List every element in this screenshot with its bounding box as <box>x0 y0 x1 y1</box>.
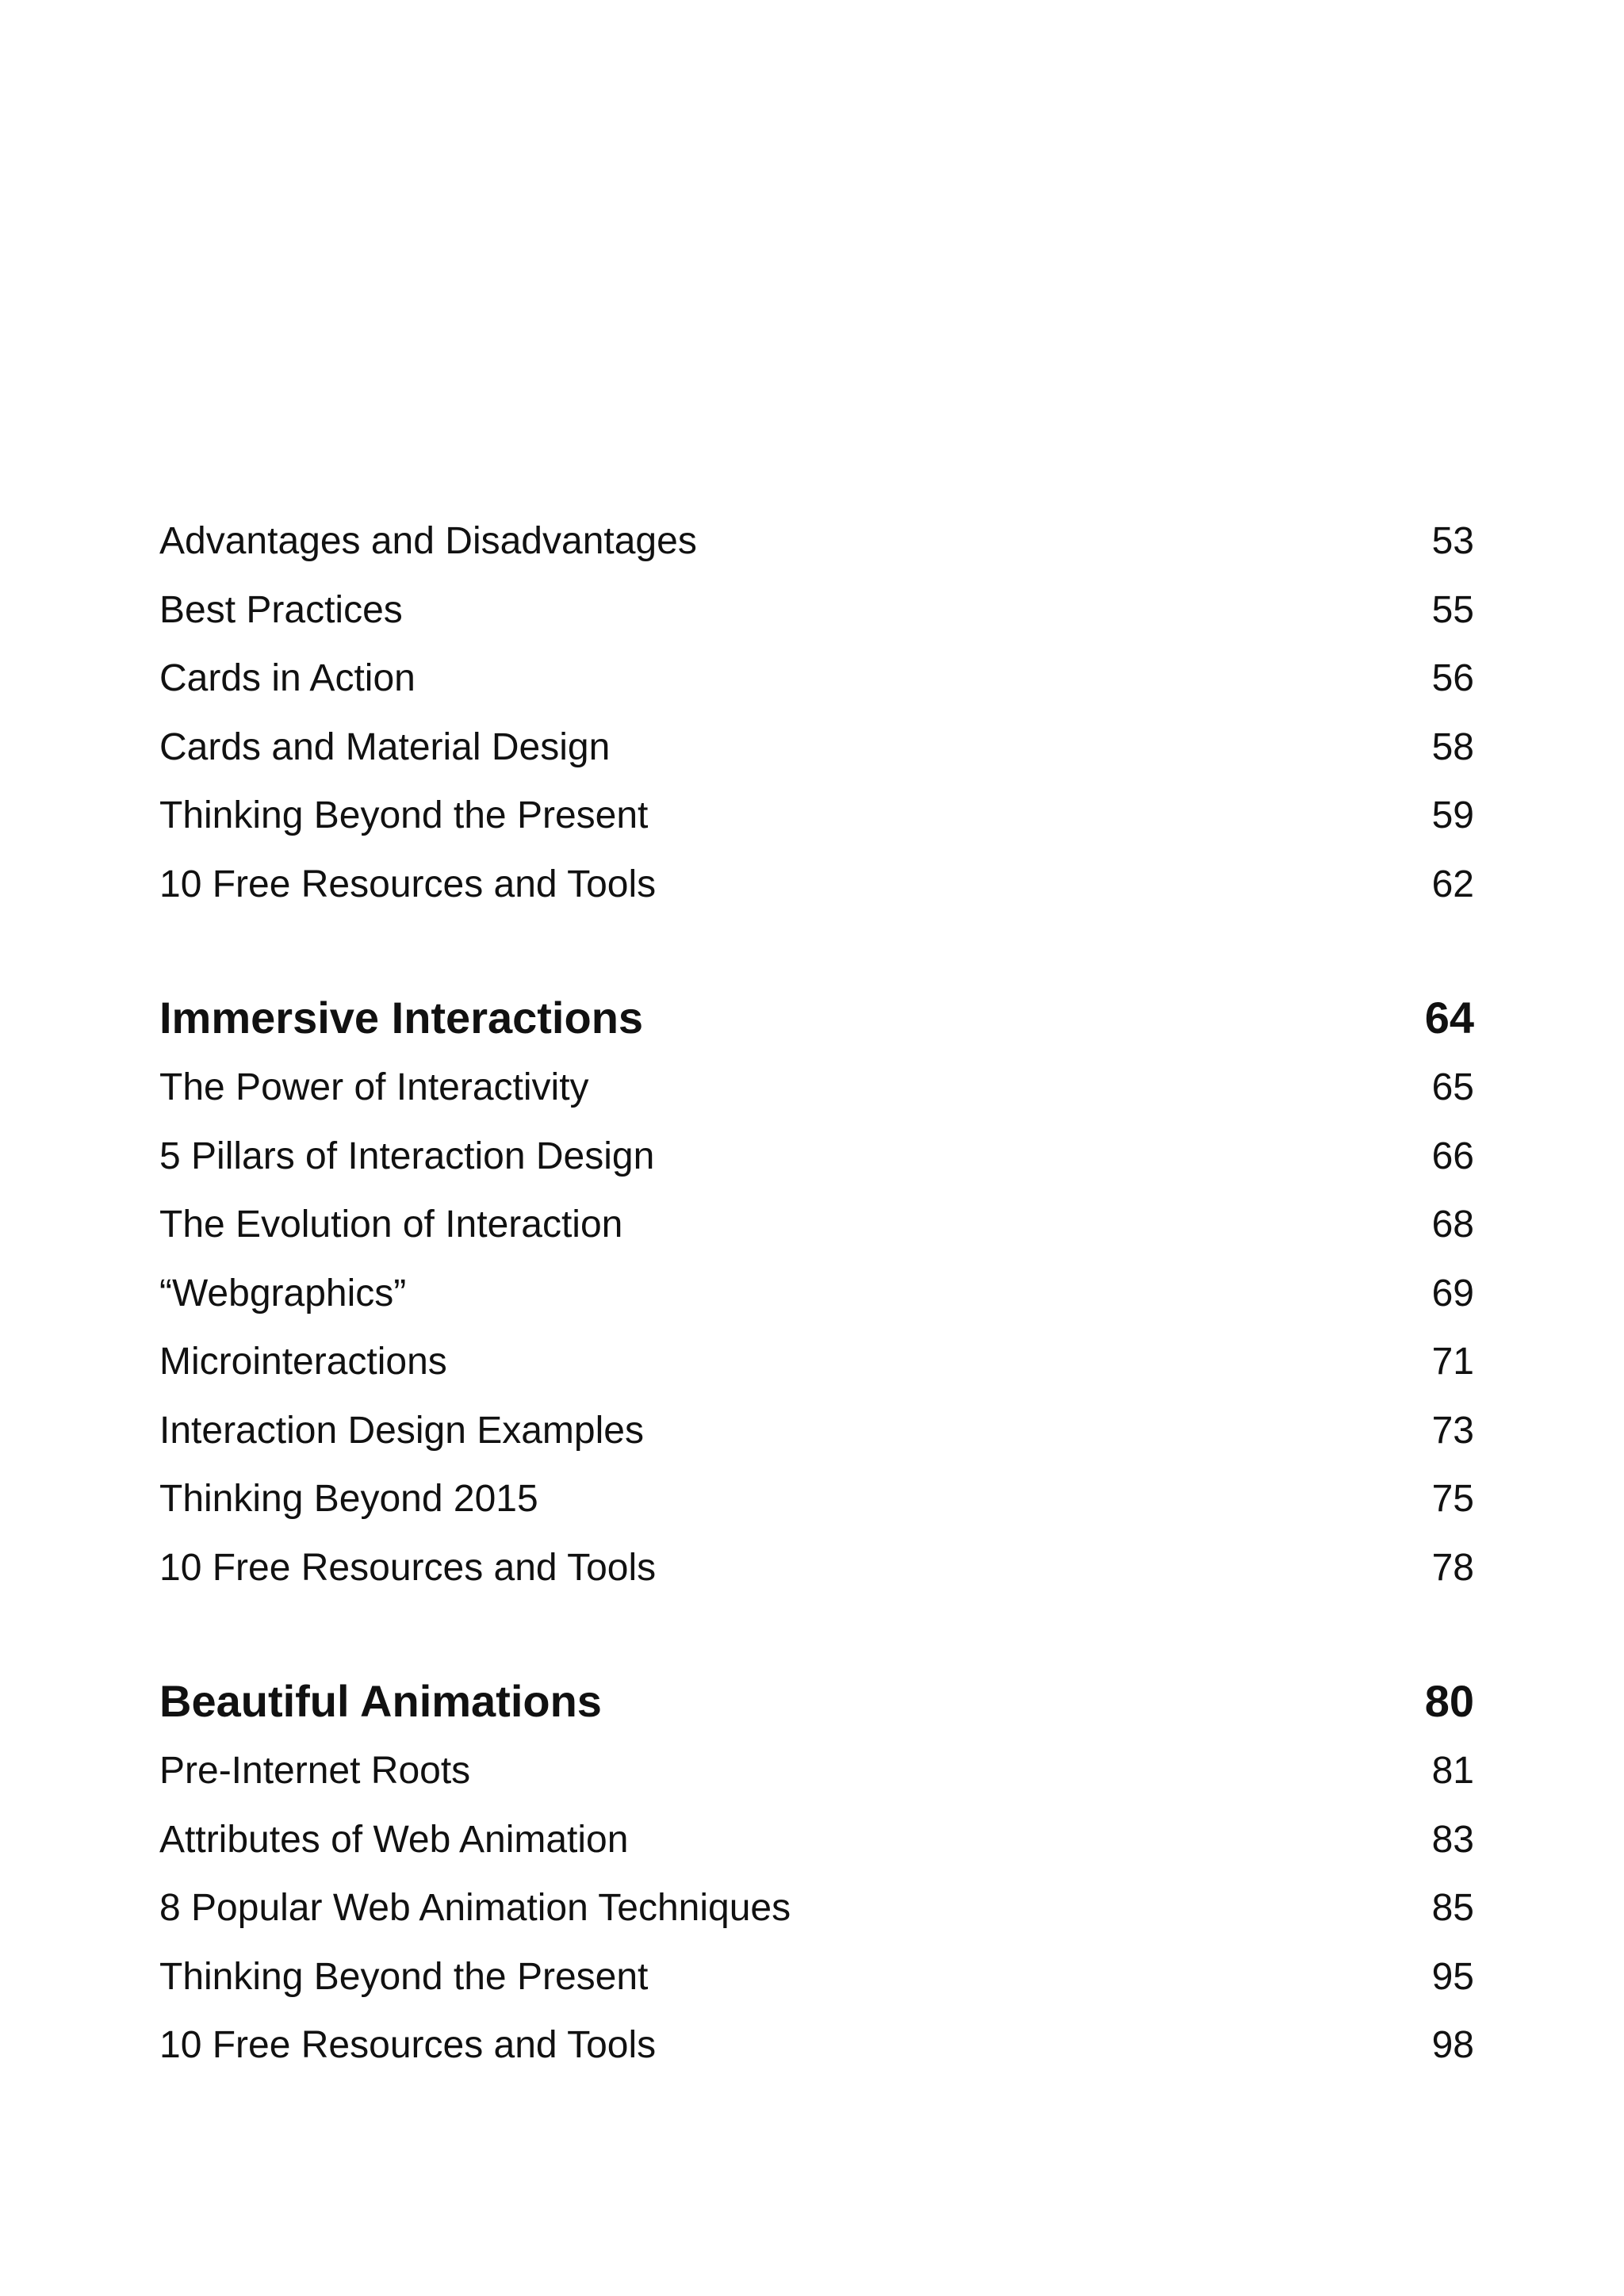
toc-entry-title: 10 Free Resources and Tools <box>159 1546 657 1589</box>
toc-entry-title: Thinking Beyond 2015 <box>159 1478 538 1520</box>
toc-entry-title: “Webgraphics” <box>159 1272 407 1314</box>
toc-entry[interactable] <box>159 1054 1474 1123</box>
toc-entry-title: 10 Free Resources and Tools <box>159 2024 657 2066</box>
section-spacer <box>159 1602 1474 1666</box>
toc-entry-page: 95 <box>1431 1955 1474 1998</box>
toc-entry-page: 65 <box>1431 1066 1474 1108</box>
toc-entry[interactable] <box>159 1191 1474 1260</box>
toc-entry-page: 66 <box>1431 1135 1474 1177</box>
toc-entry[interactable] <box>159 714 1474 783</box>
toc-chapter-page: 80 <box>1424 1676 1474 1726</box>
toc-entry[interactable] <box>159 1943 1474 2012</box>
toc-entry[interactable] <box>159 1123 1474 1192</box>
toc-entry[interactable] <box>159 1534 1474 1603</box>
toc-entry-page: 75 <box>1431 1478 1474 1520</box>
toc-entry-title: Pre-Internet Roots <box>159 1750 471 1792</box>
toc-section <box>159 507 1474 919</box>
toc-entry[interactable] <box>159 1328 1474 1397</box>
toc-entry-page: 71 <box>1431 1341 1474 1383</box>
toc-entry-title: The Evolution of Interaction <box>159 1203 623 1246</box>
toc-entry[interactable] <box>159 576 1474 645</box>
toc-entry-title: Cards and Material Design <box>159 725 611 768</box>
toc-entry-title: Advantages and Disadvantages <box>159 520 697 562</box>
toc-entry[interactable] <box>159 1465 1474 1534</box>
toc-entry[interactable] <box>159 1874 1474 1943</box>
toc-entry[interactable] <box>159 2011 1474 2080</box>
toc-entry[interactable] <box>159 1397 1474 1466</box>
toc-entry-title: Attributes of Web Animation <box>159 1818 629 1861</box>
toc-entry-page: 83 <box>1431 1818 1474 1861</box>
toc-entry-page: 58 <box>1431 725 1474 768</box>
toc-entry[interactable] <box>159 1737 1474 1806</box>
toc-entry[interactable] <box>159 1260 1474 1329</box>
toc-entry-page: 59 <box>1431 794 1474 836</box>
toc-entry-title: Best Practices <box>159 588 403 631</box>
toc-entry-page: 85 <box>1431 1887 1474 1929</box>
toc-chapter-title: Beautiful Animations <box>159 1676 602 1726</box>
toc-entry-page: 62 <box>1431 863 1474 905</box>
toc-chapter-page: 64 <box>1424 993 1474 1043</box>
toc-entry-title: 8 Popular Web Animation Techniques <box>159 1887 791 1929</box>
toc-entry-page: 55 <box>1431 588 1474 631</box>
toc-entry-title: The Power of Interactivity <box>159 1066 589 1108</box>
toc-entry-page: 73 <box>1431 1409 1474 1452</box>
toc-entry-title: Thinking Beyond the Present <box>159 1955 649 1998</box>
toc-section <box>159 982 1474 1602</box>
toc-entry-page: 98 <box>1431 2024 1474 2066</box>
toc-entry[interactable] <box>159 507 1474 576</box>
toc-chapter-title: Immersive Interactions <box>159 993 644 1043</box>
toc-chapter-heading[interactable] <box>159 1666 1474 1737</box>
toc-entry[interactable] <box>159 851 1474 920</box>
toc-entry-page: 81 <box>1431 1750 1474 1792</box>
section-spacer <box>159 919 1474 982</box>
toc-entry-page: 69 <box>1431 1272 1474 1314</box>
toc-entry-title: 5 Pillars of Interaction Design <box>159 1135 655 1177</box>
table-of-contents <box>159 507 1474 2080</box>
toc-section <box>159 1666 1474 2080</box>
toc-entry[interactable] <box>159 782 1474 851</box>
toc-entry-title: Interaction Design Examples <box>159 1409 644 1452</box>
toc-entry[interactable] <box>159 645 1474 714</box>
toc-entry-page: 68 <box>1431 1203 1474 1246</box>
toc-entry-title: Thinking Beyond the Present <box>159 794 649 836</box>
toc-entry-page: 53 <box>1431 520 1474 562</box>
toc-entry-page: 56 <box>1431 657 1474 699</box>
toc-entry-title: Cards in Action <box>159 657 416 699</box>
toc-entry-page: 78 <box>1431 1546 1474 1589</box>
toc-entry[interactable] <box>159 1806 1474 1875</box>
toc-chapter-heading[interactable] <box>159 982 1474 1054</box>
toc-entry-title: 10 Free Resources and Tools <box>159 863 657 905</box>
toc-entry-title: Microinteractions <box>159 1341 447 1383</box>
